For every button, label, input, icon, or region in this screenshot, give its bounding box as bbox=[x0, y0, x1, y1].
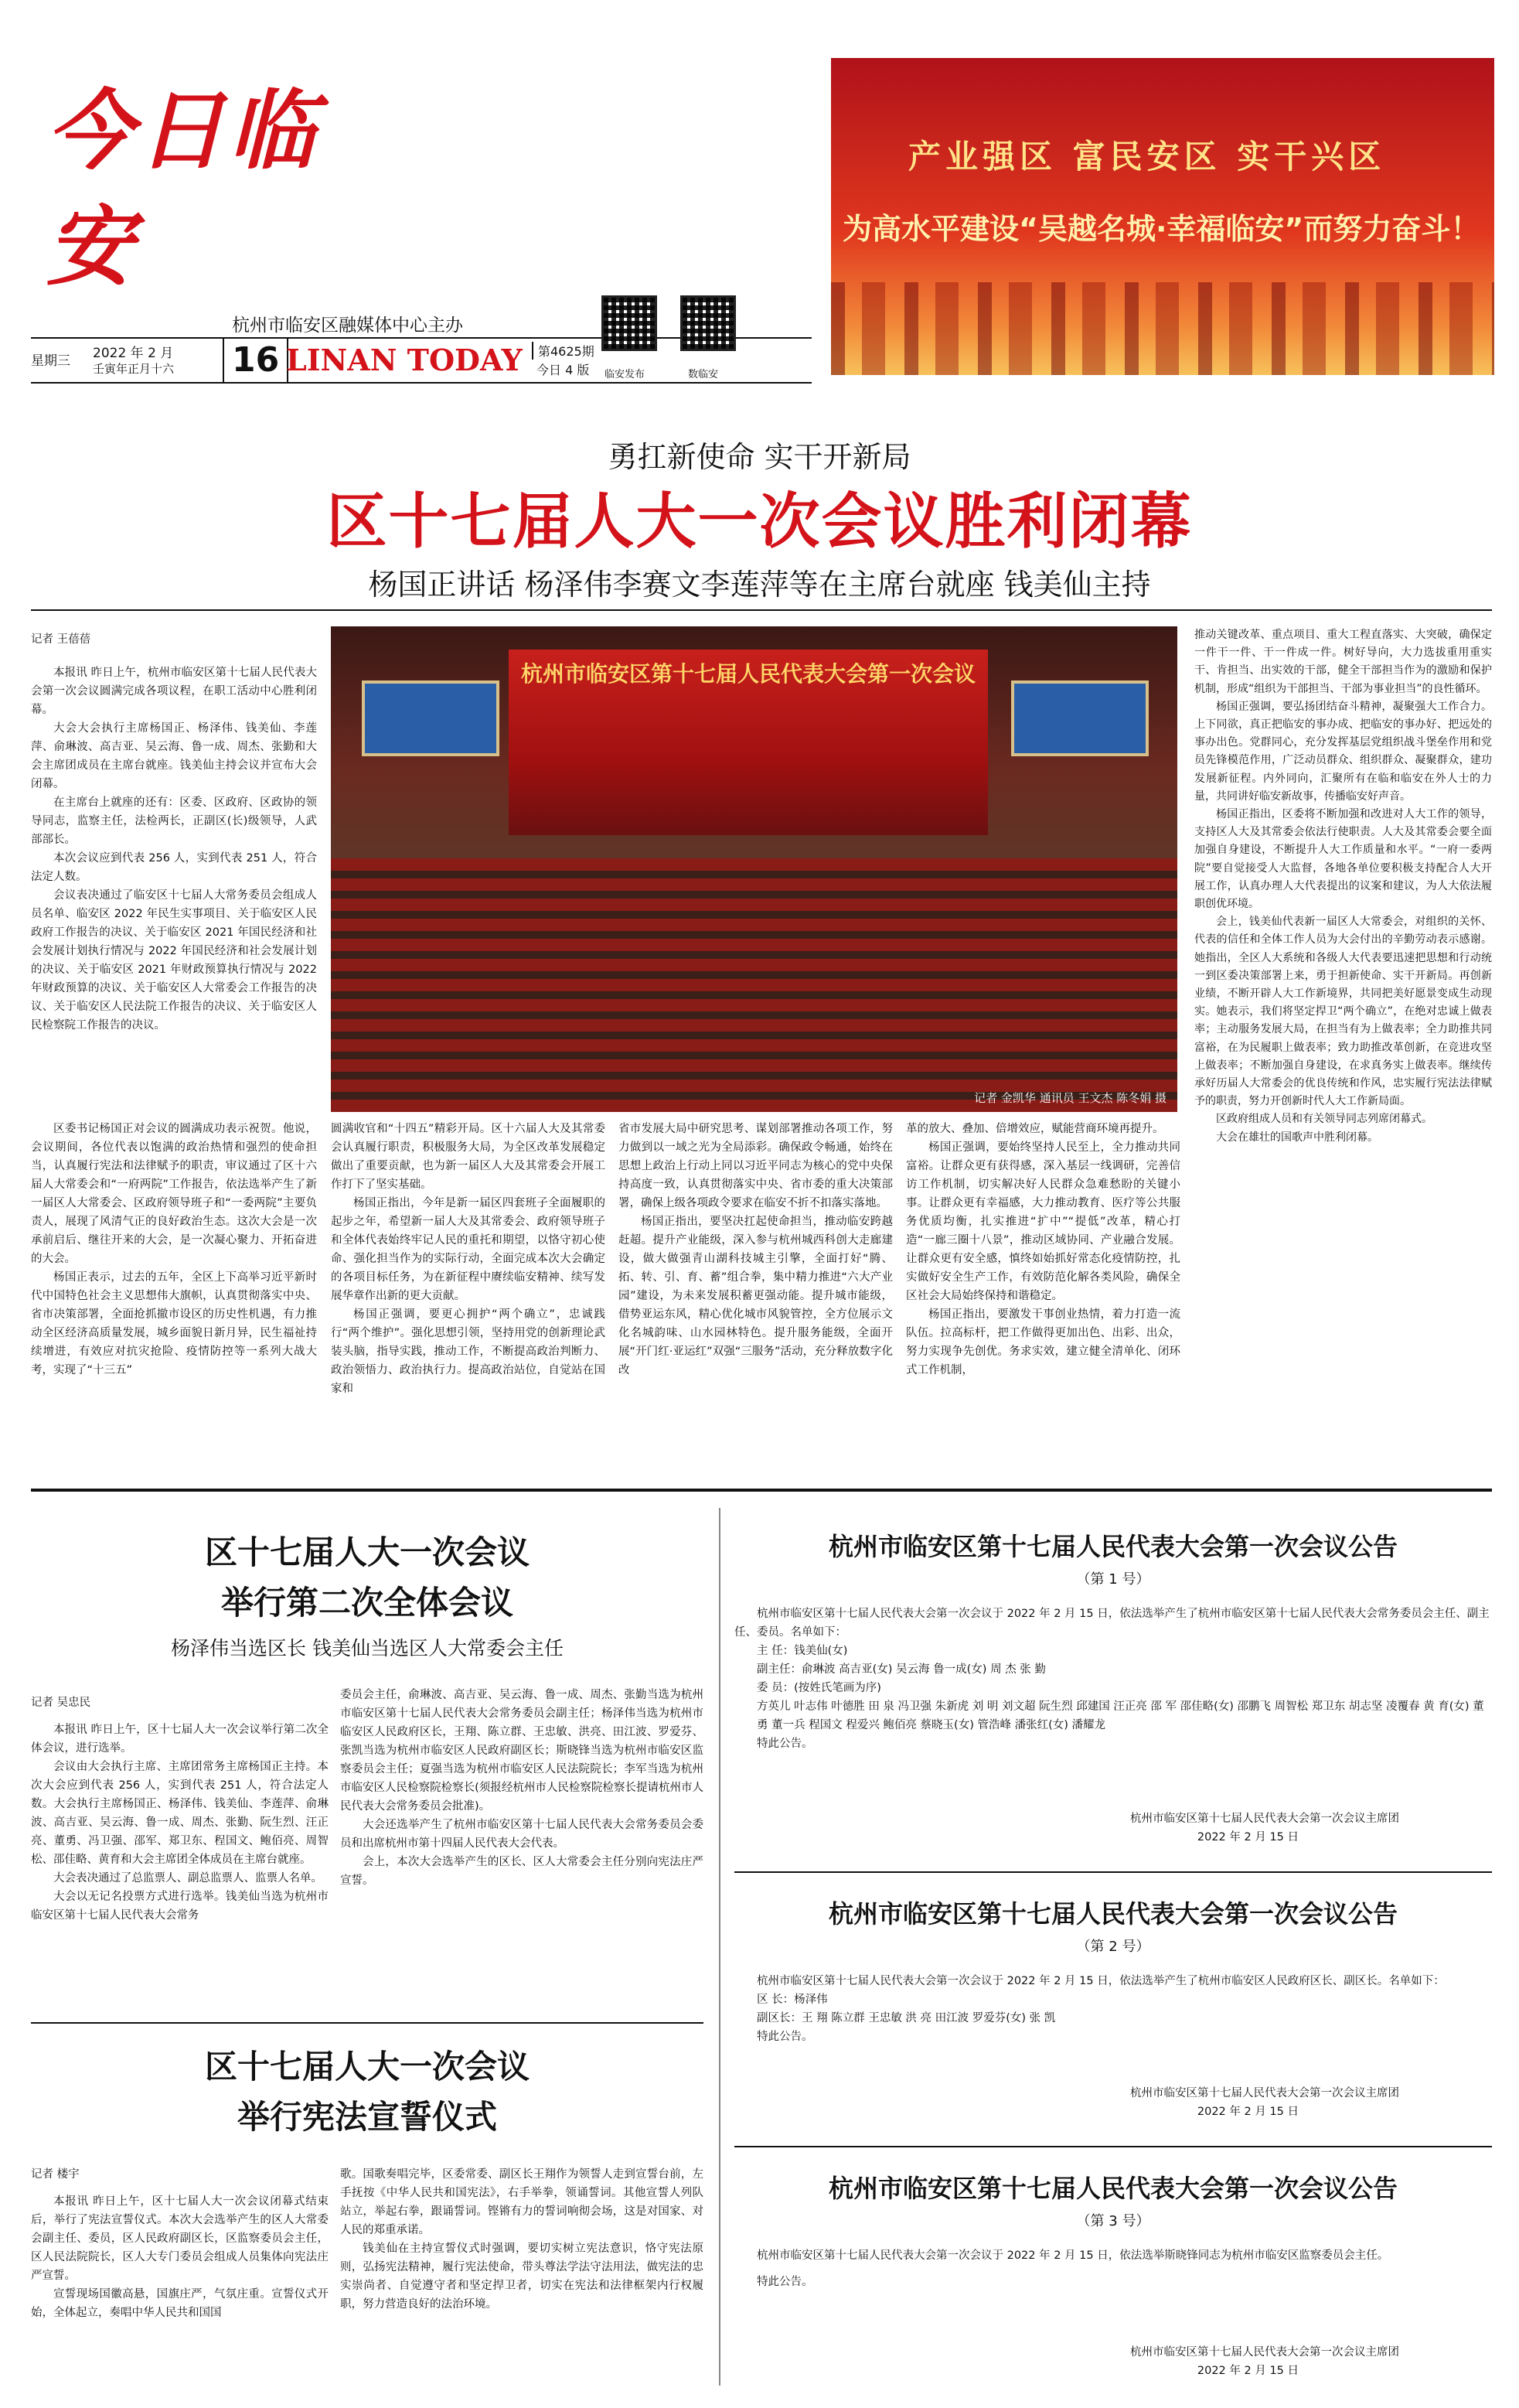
paragraph: 宣誓现场国徽高悬，国旗庄严，气氛庄重。宣誓仪式开始，全体起立，奏唱中华人民共和国国 bbox=[31, 2288, 329, 2319]
paragraph: 会上，钱美仙代表新一届区人大常委会，对组织的关怀、代表的信任和全体工作人员为大会付出的辛勤劳动表示感谢。她指出，全区人大系统和各级人大代表要迅速把思想和行动统一到区委决策部署上来，勇于担新使命、实干开新局。再创新业绩，不断开辟人大工作新境界，共同把美好愿景变成生动现实。她表示，我们将坚定捍卫“两个确立”，在绝对忠诚上做表率；主动服务发展大局，在担当有为上做表率；全力助推共同富裕，在为民履职上做表率；致力助推改革创新，在竞进攻坚上做表率；不断加强自身建设，在求真务实上做表率。继续传承好历届人大常委会的优良传统和作风，忠实履行宪法法律赋予的职责，努力开创新时代人大工作新局面。 bbox=[1194, 916, 1492, 1108]
paragraph: 本次会议应到代表 256 人，实到代表 251 人，符合法定人数。 bbox=[31, 852, 317, 883]
story3-byline: 记者 楼宇 bbox=[31, 2168, 80, 2181]
paragraph: 本报讯 昨日上午，杭州市临安区第十七届人民代表大会第一次会议圆满完成各项议程，在职工活动中心胜利闭幕。 bbox=[31, 667, 317, 716]
notice-1-title: 杭州市临安区第十七届人民代表大会第一次会议公告 bbox=[828, 1532, 1398, 1561]
paragraph: 区委书记杨国正对会议的圆满成功表示祝贺。他说，会议期间，各位代表以饱满的政治热情和强烈的使命担当，认真履行宪法和法律赋予的职责，审议通过了区十六届人大常委会和“一府两院”工作报告，依法选举产生了新一届区人大常委会、区政府领导班子和“一委两院”主要负责人，展现了风清气正的良好政治生态。这次大会是一次承前启后、继往开来的大会，是一次凝心聚力、开拓奋进的大会。 bbox=[31, 1123, 317, 1265]
paragraph: 钱美仙在主持宣誓仪式时强调，要切实树立宪法意识，恪守宪法原则，弘扬宪法精神，履行宪法使命，带头尊法学法守法用法，做宪法的忠实崇尚者、自觉遵守者和坚定捍卫者，切实在宪法和法律框架内行权履职，努力营造良好的法治环境。 bbox=[340, 2243, 703, 2311]
notice-line: 特此公告。 bbox=[757, 2031, 813, 2043]
notice-2-number: （第 2 号） bbox=[1076, 1939, 1150, 1955]
notice-3-title: 杭州市临安区第十七届人民代表大会第一次会议公告 bbox=[828, 2174, 1398, 2203]
notice-line: 特此公告。 bbox=[757, 2276, 813, 2288]
seating-rows bbox=[331, 858, 1177, 1112]
paragraph: 会议由大会执行主席、主席团常务主席杨国正主持。本次大会应到代表 256 人，实到代表 251 人，符合法定人数。大会执行主席杨国正、杨泽伟、钱美仙、李莲萍、俞琳波、高吉亚、吴云海、鲁一成、周杰、张勤、阮生烈、汪正亮、董勇、冯卫强、邵军、郑卫东、程国文、鲍佰亮、周智松、邵佳略、黄育和大会主席团全体成员在主席台就座。 bbox=[31, 1761, 329, 1866]
issue-day: 16 bbox=[223, 339, 288, 382]
lead-kicker: 勇扛新使命 实干开新局 bbox=[608, 440, 911, 474]
story2-column-1 bbox=[31, 1721, 329, 1925]
notice-2-body bbox=[734, 1972, 1492, 2046]
banner-slogan-2: 为高水平建设“吴越名城·幸福临安”而努力奋斗！ bbox=[843, 212, 1480, 246]
paragraph: 杨国正表示，过去的五年，全区上下高举习近平新时代中国特色社会主义思想伟大旗帜，认真贯彻落实中央、省市决策部署，全面抢抓撤市设区的历史性机遇，有力推动全区经济高质量发展，城乡面貌日新月异，民生福祉持续增进，有效应对抗灾抢险、疫情防控等一系列大战大考，实现了“十三五” bbox=[31, 1271, 317, 1376]
paragraph: 委员会主任，俞琳波、高吉亚、吴云海、鲁一成、周杰、张勤当选为杭州市临安区第十七届人民代表大会常务委员会副主任；杨泽伟当选为杭州市临安区人民政府区长，王翔、陈立群、王忠敏、洪亮、田江波、罗爱芬、张凯当选为杭州市临安区人民政府副区长；斯晓锋当选为杭州市临安区监察委员会主任；夏强当选为杭州市临安区人民法院院长；李军当选为杭州市临安区人民检察院检察长(须报经杭州市人民检察院检察长提请杭州市人民代表大会常务委员会批准)。 bbox=[340, 1689, 703, 1813]
paragraph: 大会表决通过了总监票人、副总监票人、监票人名单。 bbox=[53, 1872, 322, 1884]
paragraph: 大会大会执行主席杨国正、杨泽伟、钱美仙、李莲萍、俞琳波、高吉亚、吴云海、鲁一成、周杰、张勤和大会主席团成员在主席台就座。钱美仙主持会议并宣布大会闭幕。 bbox=[31, 722, 317, 790]
paragraph: 会议表决通过了临安区十七届人大常务委员会组成人员名单、临安区 2022 年民生实事项目、关于临安区人民政府工作报告的决议、关于临安区 2021 年国民经济和社会发展计划执行情况与 2022 年国民经济和社会发展计划的决议、关于临安区 2021 年财政预算执行情况与 2022 年财政预算的决议、关于临安区人大常委会工作报告的决议、关于临安区人民法院工作报告的决议、关于临安区人民检察院工作报告的决议。 bbox=[31, 889, 317, 1032]
lead-column-1-top bbox=[31, 663, 317, 1035]
page-count: 今日 4 版 bbox=[536, 363, 590, 377]
notice-date: 2022 年 2 月 15 日 bbox=[1197, 2106, 1299, 2118]
notice-signer: 杭州市临安区第十七届人民代表大会第一次会议主席团 bbox=[1130, 1813, 1399, 1825]
notice-line: 杭州市临安区第十七届人民代表大会第一次会议于 2022 年 2 月 15 日，依法选举产生了杭州市临安区第十七届人民代表大会常务委员会主任、副主任、委员。名单如下： bbox=[734, 1608, 1490, 1639]
issue-number: 第4625期 bbox=[532, 342, 594, 360]
weekday: 星期三 bbox=[31, 353, 70, 369]
lead-column-4 bbox=[906, 1120, 1180, 1380]
notice-signer: 杭州市临安区第十七届人民代表大会第一次会议主席团 bbox=[1130, 2087, 1399, 2099]
assembly-hall-photo bbox=[331, 626, 1177, 1112]
divider bbox=[31, 2022, 703, 2024]
paragraph: 省市发展大局中研究思考、谋划部署推动各项工作，努力做到以一域之光为全局添彩。确保政令畅通，始终在思想上政治上行动上同以习近平同志为核心的党中央保持高度一致，认真贯彻落实中央、省市委的重大决策部署，确保上级各项政令要求在临安不折不扣落实落地。 bbox=[618, 1123, 893, 1209]
paragraph: 杨国正指出，要激发干事创业热情，着力打造一流队伍。拉高标杆，把工作做得更加出色、出彩、出众，努力实现争先创优。务求实效，建立健全清单化、闭环式工作机制， bbox=[906, 1308, 1180, 1376]
notice-line: 方英儿 叶志伟 叶德胜 田 泉 冯卫强 朱新虎 刘 明 刘文超 阮生烈 邱建国 汪正亮 邵 军 邵佳略(女) 邵鹏飞 周智松 郑卫东 胡志坚 凌覆春 黄 育(女) 董 勇 董一兵 程国文 程爱兴 鲍佰亮 蔡晓玉(女) 管浩峰 潘张红(女) 潘耀龙 bbox=[757, 1700, 1484, 1731]
paragraph: 杨国正强调，要弘扬团结奋斗精神，凝聚强大工作合力。上下同欲，真正把临安的事办成、把临安的事办好、把远处的事办出色。党群同心，充分发挥基层党组织战斗堡垒作用和党员先锋模范作用，广泛动员群众、组织群众、凝聚群众，建功发展新征程。内外同向，汇聚所有在临和临安在外人士的力量，共同讲好临安新故事，传播临安好声音。 bbox=[1194, 700, 1492, 803]
paragraph: 杨国正指出，今年是新一届区四套班子全面履职的起步之年，希望新一届人大及其常委会、政府领导班子和全体代表始终牢记人民的重托和期望，以恪守初心使命、强化担当作为的实际行动，全面完成本次大会确定的各项目标任务，为在新征程中赓续临安精神、续写发展华章作出新的更大贡献。 bbox=[331, 1197, 605, 1302]
story2-title-2: 举行第二次全体会议 bbox=[220, 1584, 513, 1622]
notice-date: 2022 年 2 月 15 日 bbox=[1197, 2365, 1299, 2377]
divider bbox=[734, 2146, 1492, 2147]
lunar-date: 壬寅年正月十六 bbox=[93, 362, 175, 376]
qr-label-2: 数临安 bbox=[688, 369, 719, 380]
issue-date: 2022 年 2 月 bbox=[93, 346, 174, 361]
lead-subhead: 杨国正讲话 杨泽伟李赛文李莲萍等在主席台就座 钱美仙主持 bbox=[368, 568, 1151, 602]
qr-code-icon bbox=[601, 295, 657, 351]
stage bbox=[509, 650, 988, 835]
lead-headline: 区十七届人大一次会议胜利闭幕 bbox=[326, 487, 1193, 557]
story3-title-2: 举行宪法宣誓仪式 bbox=[237, 2098, 497, 2136]
paragraph: 推动关键改革、重点项目、重大工程直落实、大突破，确保定一件干一件、干一件成一件。树好导向，大力选拔重用重实干、肯担当、出实效的干部，健全干部担当作为的激励和保护机制，形成“组织为干部担当、干部为事业担当”的良性循环。 bbox=[1194, 629, 1492, 695]
paragraph: 本报讯 昨日上午，区十七届人大一次会议举行第二次全体会议，进行选举。 bbox=[31, 1724, 329, 1755]
notice-2-signature bbox=[734, 2084, 1492, 2121]
city-skyline-graphic bbox=[831, 282, 1494, 375]
paragraph: 杨国正指出，要坚决扛起使命担当，推动临安跨越赶超。提升产业能级，深入参与杭州城西科创大走廊建设，做大做强青山湖科技城主引擎，全面打好“腾、拓、转、引、育、蓄”组合拳，集中精力推进“六大产业园”建设，为未来发展积蓄更强动能。提升城市能级，借势亚运东风，精心优化城市风貌管控，全方位展示文化名城韵味、山水园林特色。提升服务能级，全面开展“开门红·亚运红”双强“三服务”活动，充分释放数字化改 bbox=[618, 1216, 893, 1376]
side-screen bbox=[1011, 680, 1149, 756]
paragraph: 革的放大、叠加、倍增效应，赋能营商环境再提升。 bbox=[906, 1123, 1164, 1135]
paragraph: 杨国正强调，要更心拥护“两个确立”，忠诚践行“两个维护”。强化思想引领，坚持用党的创新理论武装头脑，指导实践，推动工作，不断提高政治判断力、政治领悟力、政治执行力。提高政治站位，自觉站在国家和 bbox=[331, 1308, 605, 1395]
notice-line: 委 员：(按姓氏笔画为序) bbox=[757, 1682, 881, 1694]
notice-1-number: （第 1 号） bbox=[1076, 1571, 1150, 1588]
notice-line: 副区长：王 翔 陈立群 王忠敏 洪 亮 田江波 罗爱芬(女) 张 凯 bbox=[757, 2012, 1056, 2024]
column-divider bbox=[719, 1508, 720, 2386]
publisher-line: 杭州市临安区融媒体中心主办 bbox=[232, 315, 463, 336]
notice-line: 特此公告。 bbox=[757, 1738, 813, 1750]
qr-code-icon bbox=[680, 295, 736, 351]
notice-date: 2022 年 2 月 15 日 bbox=[1197, 1831, 1299, 1844]
paragraph: 歌。国歌奏唱完毕，区委常委、副区长王翔作为领誓人走到宣誓台前，左手抚按《中华人民共和国宪法》，右手举拳，领诵誓词。其他宣誓人列队站立，举起右拳，跟诵誓词。铿锵有力的誓词响彻会场，这是对国家、对人民的郑重承诺。 bbox=[340, 2168, 703, 2236]
notice-line: 杭州市临安区第十七届人民代表大会第一次会议于 2022 年 2 月 15 日，依法选举产生了杭州市临安区人民政府区长、副区长。名单如下： bbox=[757, 1975, 1445, 1987]
lead-column-1-bottom bbox=[31, 1120, 317, 1380]
story3-column-2 bbox=[340, 2165, 703, 2314]
notice-line: 副主任：俞琳波 高吉亚(女) 吴云海 鲁一成(女) 周 杰 张 勤 bbox=[757, 1663, 1046, 1676]
story2-subhead: 杨泽伟当选区长 钱美仙当选区人大常委会主任 bbox=[171, 1637, 564, 1659]
notice-1-signature bbox=[734, 1809, 1492, 1847]
notice-line: 主 任：钱美仙(女) bbox=[757, 1645, 848, 1657]
paragraph: 大会在雄壮的国歌声中胜利闭幕。 bbox=[1216, 1131, 1378, 1144]
newspaper-logo: 今日临安 bbox=[46, 80, 320, 298]
story3-title-1: 区十七届人大一次会议 bbox=[204, 2048, 530, 2086]
notice-line: 杭州市临安区第十七届人民代表大会第一次会议于 2022 年 2 月 15 日，依法选举斯晓锋同志为杭州市临安区监察委员会主任。 bbox=[757, 2249, 1389, 2262]
english-name: LINAN TODAY bbox=[286, 343, 523, 377]
notice-1-body bbox=[734, 1605, 1492, 1753]
notice-signer: 杭州市临安区第十七届人民代表大会第一次会议主席团 bbox=[1130, 2346, 1399, 2359]
paragraph: 圆满收官和“十四五”精彩开局。区十六届人大及其常委会认真履行职责，积极服务大局，为全区改革发展稳定做出了重要贡献，也为新一届区人大及其常委会开展工作打下了坚实基础。 bbox=[331, 1123, 605, 1191]
paragraph: 大会还选举产生了杭州市临安区第十七届人民代表大会常务委员会委员和出席杭州市第十四届人民代表大会代表。 bbox=[340, 1819, 703, 1850]
paragraph: 杨国正指出，区委将不断加强和改进对人大工作的领导，支持区人大及其常委会依法行使职责。人大及其常委会要全面加强自身建设，不断提升人大工作质量和水平。“一府一委两院”要自觉接受人大监督，各地各单位要积极支持配合人大开展工作，认真办理人大代表提出的议案和建议，为人大依法履职创优环境。 bbox=[1194, 808, 1492, 911]
promo-banner bbox=[831, 58, 1494, 375]
paragraph: 区政府组成人员和有关领导同志列席闭幕式。 bbox=[1216, 1113, 1432, 1126]
photo-credit: 记者 金凯华 通讯员 王文杰 陈冬娟 摄 bbox=[974, 1091, 1166, 1105]
banner-slogan-1: 产业强区 富民安区 实干兴区 bbox=[908, 138, 1386, 176]
story2-title-1: 区十七届人大一次会议 bbox=[204, 1533, 530, 1571]
notice-3-body bbox=[734, 2246, 1492, 2291]
story3-column-1 bbox=[31, 2192, 329, 2322]
divider bbox=[31, 609, 1492, 611]
paragraph: 大会以无记名投票方式进行选举。钱美仙当选为杭州市临安区第十七届人民代表大会常务 bbox=[31, 1891, 329, 1922]
lead-column-5 bbox=[1194, 626, 1492, 1147]
notice-line: 区 长：杨泽伟 bbox=[757, 1994, 828, 2006]
paragraph: 杨国正强调，要始终坚持人民至上，全力推动共同富裕。让群众更有获得感，深入基层一线调研，完善信访工作机制，切实解决好人民群众急难愁盼的关键小事。让群众更有幸福感，大力推动教育、医疗等公共服务优质均衡，扎实推进“扩中”“提低”改革，精心打造“一廊三圈十八景”，推动区域协同、产业融合发展。让群众更有安全感，慎终如始抓好常态化疫情防控，扎实做好安全生产工作，有效防范化解各类风险，确保全区社会大局始终保持和谐稳定。 bbox=[906, 1141, 1180, 1302]
side-screen bbox=[362, 680, 499, 756]
divider bbox=[734, 1871, 1492, 1873]
qr-label-1: 临安发布 bbox=[605, 369, 645, 380]
notice-2-title: 杭州市临安区第十七届人民代表大会第一次会议公告 bbox=[828, 1899, 1398, 1929]
lead-column-3 bbox=[618, 1120, 893, 1380]
story2-byline: 记者 吴忠民 bbox=[31, 1697, 91, 1709]
lead-column-2 bbox=[331, 1120, 605, 1398]
section-divider bbox=[31, 1489, 1492, 1492]
stage-banner-text: 杭州市临安区第十七届人民代表大会第一次会议 bbox=[520, 661, 976, 687]
notice-3-signature bbox=[734, 2343, 1492, 2380]
paragraph: 本报讯 昨日上午，区十七届人大一次会议闭幕式结束后，举行了宪法宣誓仪式。本次大会选举产生的区人大常委会副主任、委员，区人民政府副区长，区监察委员会主任，区人民法院院长，区人大专门委员会组成人员集体向宪法庄严宣誓。 bbox=[31, 2195, 329, 2282]
paragraph: 在主席台上就座的还有：区委、区政府、区政协的领导同志，监察主任，法检两长，正副区(长)级领导，人武部部长。 bbox=[31, 796, 317, 846]
notice-3-number: （第 3 号） bbox=[1076, 2213, 1150, 2229]
paragraph: 会上，本次大会选举产生的区长、区人大常委会主任分别向宪法庄严宣誓。 bbox=[340, 1856, 703, 1887]
lead-byline: 记者 王蓓蓓 bbox=[31, 633, 91, 646]
story2-column-2 bbox=[340, 1686, 703, 1890]
